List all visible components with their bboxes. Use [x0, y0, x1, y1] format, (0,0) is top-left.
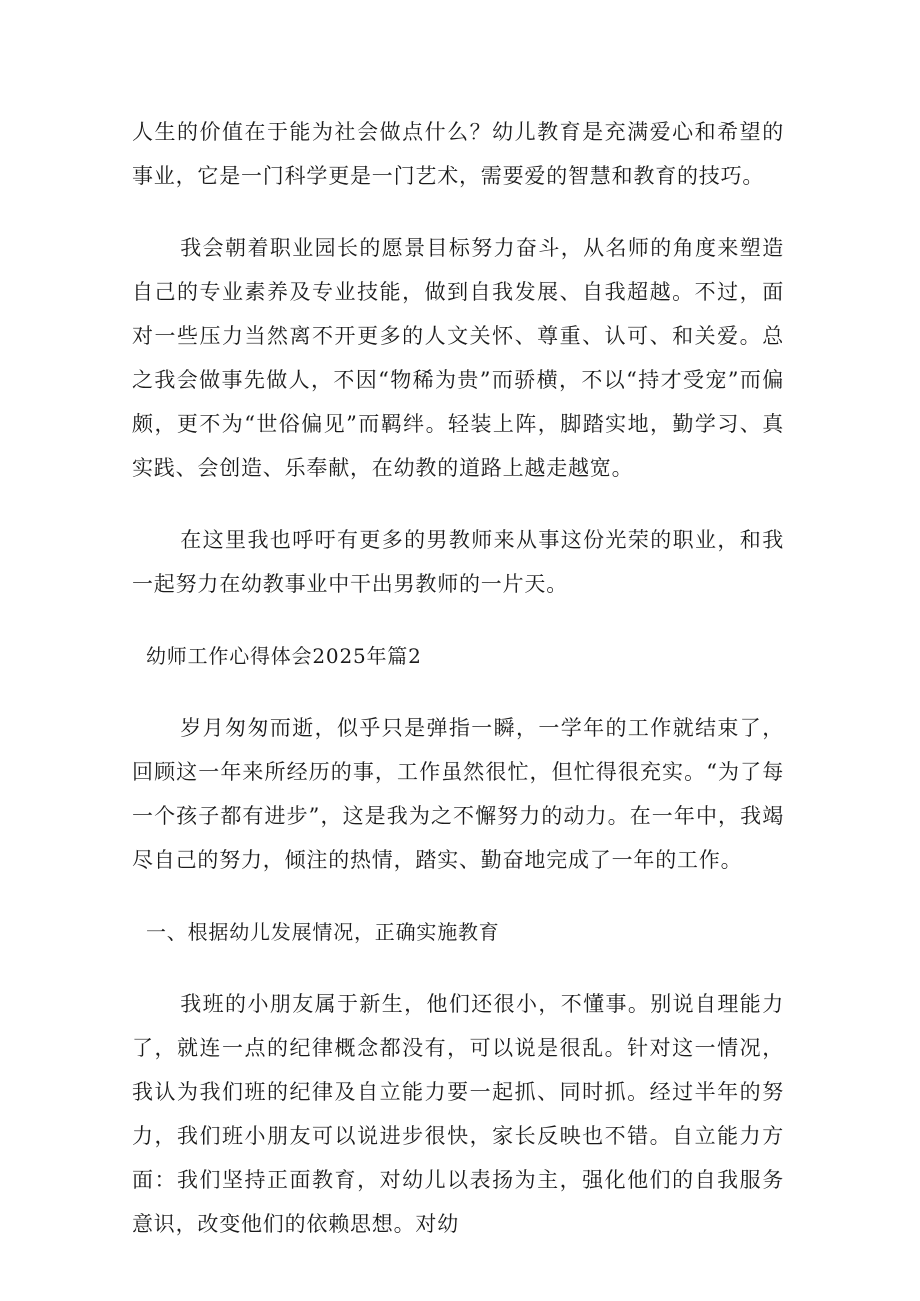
- section-title: 幼师工作心得体会2025年篇2: [146, 644, 422, 668]
- paragraph-goals: 我会朝着职业园长的愿景目标努力奋斗，从名师的角度来塑造自己的专业素养及专业技能，做到自我发展、自我超越。不过，面对一些压力当然离不开更多的人文关怀、尊重、认可、和关爱。总之我会做事先做人，不因“物稀为贵”而骄横，不以“持才受宠”而偏颇，更不为“世俗偏见”而羁绊。轻装上阵，脚踏实地，勤学习、真实践、会创造、乐奉献，在幼教的道路上越走越宽。: [132, 236, 784, 480]
- paragraph-intro-continued: 人生的价值在于能为社会做点什么？幼儿教育是充满爱心和希望的事业，它是一门科学更是一门艺术，需要爱的智慧和教育的技巧。: [132, 120, 784, 188]
- subsection-heading: 一、根据幼儿发展情况，正确实施教育: [146, 920, 500, 944]
- paragraph-appeal: 在这里我也呼吁有更多的男教师来从事这份光荣的职业，和我一起努力在幼教事业中干出男教师的一片天。: [132, 528, 784, 596]
- document-body: [132, 110, 784, 1274]
- paragraph-year-review: 岁月匆匆而逝，似乎只是弹指一瞬，一学年的工作就结束了，回顾这一年来所经历的事，工作虽然很忙，但忙得很充实。“为了每一个孩子都有进步”，这是我为之不懈努力的动力。在一年中，我竭尽自己的努力，倾注的热情，踏实、勤奋地完成了一年的工作。: [132, 716, 784, 872]
- paragraph-class-situation: 我班的小朋友属于新生，他们还很小，不懂事。别说自理能力了，就连一点的纪律概念都没有，可以说是很乱。针对这一情况，我认为我们班的纪律及自立能力要一起抓、同时抓。经过半年的努力，我们班小朋友可以说进步很快，家长反映也不错。自立能力方面：我们坚持正面教育，对幼儿以表扬为主，强化他们的自我服务意识，改变他们的依赖思想。对幼: [132, 992, 784, 1236]
